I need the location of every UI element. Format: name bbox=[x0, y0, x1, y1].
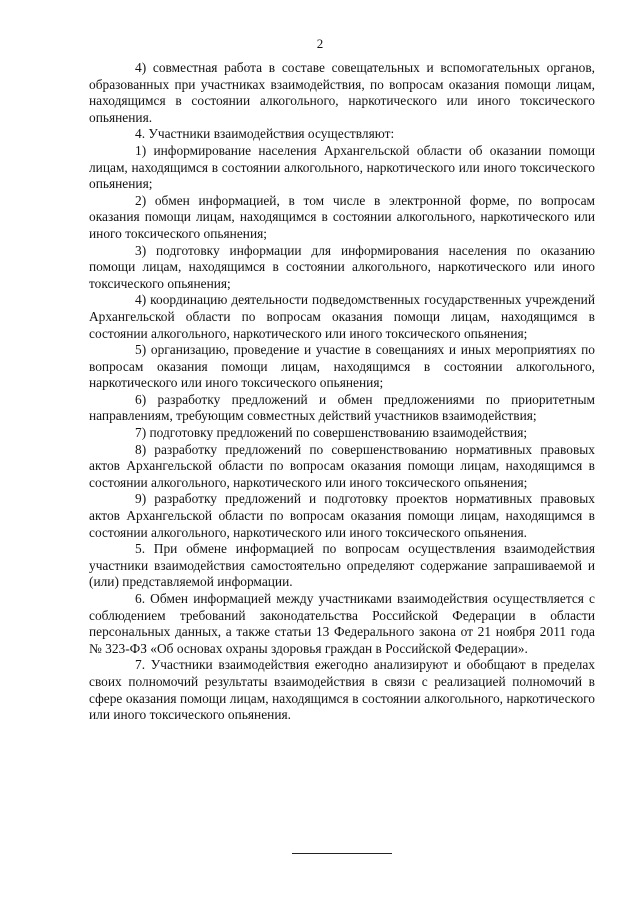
list-item-5-meetings: 5) организацию, проведение и участие в совещаниях и иных мероприятиях по вопросам оказания помощи лицам, находящимся в состоянии алкогольного, наркотического или иного токсического опьянения; bbox=[89, 342, 595, 391]
list-item-2-information-exchange: 2) обмен информацией, в том числе в электронной форме, по вопросам оказания помощи лицам, находящимся в состоянии алкогольного, наркотического или иного токсического опьянения; bbox=[89, 192, 595, 241]
document-body bbox=[89, 60, 595, 724]
list-item-3-information-preparation: 3) подготовку информации для информирования населения по оказанию помощи лицам, находящимся в состоянии алкогольного, наркотического или иного токсического опьянения; bbox=[89, 242, 595, 291]
section-7-paragraph: 7. Участники взаимодействия ежегодно анализируют и обобщают в пределах своих полномочий результаты взаимодействия в связи с реализацией полномочий в сфере оказания помощи лицам, находящимся в состоянии алкогольного, наркотического или иного токсического опьянения. bbox=[89, 657, 595, 723]
section-5-paragraph: 5. При обмене информацией по вопросам осуществления взаимодействия участники взаимодействия самостоятельно определяют содержание запрашиваемой и (или) представляемой информации. bbox=[89, 541, 595, 590]
section-4-heading: 4. Участники взаимодействия осуществляют: bbox=[135, 126, 395, 142]
page-number: 2 bbox=[316, 36, 324, 51]
list-item-9-draft-acts: 9) разработку предложений и подготовку проектов нормативных правовых актов Архангельской области по вопросам оказания помощи лицам, находящимся в состоянии алкогольного, наркотического или иного токсического опьянения. bbox=[89, 491, 595, 540]
list-item-7-improvement: 7) подготовку предложений по совершенствованию взаимодействия; bbox=[135, 425, 528, 441]
list-item-8-regulation-proposals: 8) разработку предложений по совершенствованию нормативных правовых актов Архангельской области по вопросам оказания помощи лицам, находящимся в состоянии алкогольного, наркотического или иного токсического опьянения; bbox=[89, 441, 595, 490]
paragraph-item-4-joint-work: 4) совместная работа в составе совещательных и вспомогательных органов, образованных при участниках взаимодействия, по вопросам оказания помощи лицам, находящимся в состоянии алкогольного, наркотического или иного токсического опьянения. bbox=[89, 60, 595, 125]
list-item-6-proposals: 6) разработку предложений и обмен предложениями по приоритетным направлениям, требующим совместных действий участников взаимодействия; bbox=[89, 391, 595, 424]
end-divider-line bbox=[292, 853, 392, 854]
section-6-paragraph: 6. Обмен информацией между участниками взаимодействия осуществляется с соблюдением требований законодательства Российской Федерации в области персональных данных, а также статьи 13 Федерального закона от 21 ноября 2011 года № 323-ФЗ «Об основах охраны здоровья граждан в Российской Федерации». bbox=[89, 591, 595, 656]
list-item-1-informing: 1) информирование населения Архангельской области об оказании помощи лицам, находящимся в состоянии алкогольного, наркотического или иного токсического опьянения; bbox=[89, 142, 595, 192]
list-item-4-coordination: 4) координацию деятельности подведомственных государственных учреждений Архангельской области по вопросам оказания помощи лицам, находящимся в состоянии алкогольного, наркотического или иного токсического опьянения; bbox=[89, 292, 595, 341]
